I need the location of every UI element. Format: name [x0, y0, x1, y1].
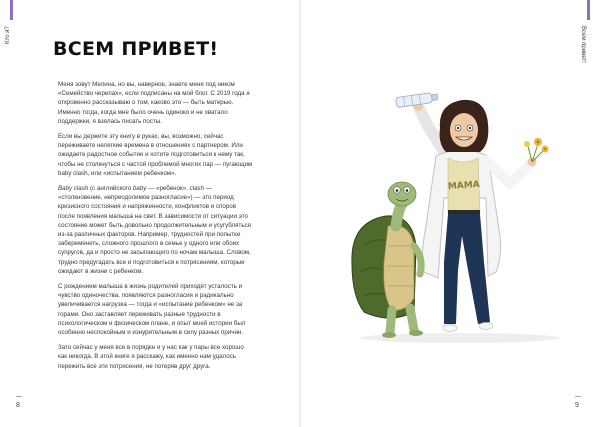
right-page-number-tick	[575, 396, 581, 397]
right-accent-bar	[587, 0, 590, 20]
mother-and-turtle-illustration	[340, 86, 570, 356]
turtle-head	[388, 182, 416, 206]
paragraph-3-part-c: — «столкновение, непреодолимое разногласие») — это период кризисного состояния и напряженности, конфликтов и споров после появления малыша на свет. В зависимости от ситуации это состояние может быть довольно продолжительным и усугубляться из-за различных факторов. Например, трудностей при попытке забеременеть, сложного прошлого в семье у одного или обоих супругов, да и просто не засыпающего по ночам малыша. Словом, трудно предугадать все и подготовиться к потрясениям, которые ожидают в жизни с ребенком.	[58, 185, 252, 275]
right-page-number: 9	[575, 402, 579, 409]
left-foot	[443, 325, 457, 332]
turtle-figure	[352, 182, 423, 338]
turtle-left-pupil	[396, 189, 399, 192]
term-baby: baby	[132, 185, 147, 193]
turtle-neck	[396, 204, 402, 226]
face	[450, 113, 478, 147]
turtle-belly	[384, 225, 414, 310]
turtle-right-foot	[409, 330, 423, 336]
paragraph-1: Меня зовут Мелина, но вы, наверное, знаете меня под ником «Семейство черепах», если подписаны на мой блог. С 2019 года я откровенно рассказываю о том, каково это — быть матерью. Именно тогда, когда мне было очень одиноко и не хватало поддержки, я взялась писать посты.	[58, 81, 250, 125]
term-clash: clash	[189, 185, 205, 193]
left-pupil	[457, 127, 459, 129]
woman-figure	[395, 92, 548, 332]
right-foot	[479, 323, 493, 330]
paragraph-3-part-b: — «ребенок»,	[146, 185, 190, 193]
turtle-right-pupil	[406, 189, 409, 192]
right-running-head: Всем привет!	[580, 26, 586, 63]
term-baby-clash: Baby clash	[58, 185, 89, 193]
paragraph-5: Зато сейчас у меня все в порядке и у нас как у пары все хорошо как никогда. В этой книге я расскажу, как именно нам удалось пережить все эти потрясения, не потеряв друг друга.	[58, 344, 244, 370]
turtle-left-leg	[390, 310, 392, 332]
page-title: ВСЕМ ПРИВЕТ!	[53, 38, 219, 60]
paragraph-4: С рождением малыша в жизнь родителей приходят усталость и чувство одиночества, появляются разногласия и радикально увеличивается нагрузка — тогда и «испытание ребенком» не за горами. Оно заставляет переживать разные трудности в психологическом и физическом плане, и опыт моей истории был особенно неспокойным и изнурительным в силу разных причин.	[58, 283, 246, 337]
right-pupil	[469, 127, 471, 129]
left-accent-bar	[10, 0, 13, 20]
jeans	[444, 214, 490, 324]
flowers-icon	[524, 138, 549, 162]
page-gutter	[299, 0, 301, 427]
left-running-head: Кто я?	[5, 26, 11, 44]
flower-arm-sleeve	[486, 160, 530, 184]
left-page-number: 8	[16, 402, 20, 409]
body-text	[58, 80, 254, 377]
paragraph-3	[58, 184, 254, 276]
paragraph-3-part-a: (с английского	[88, 185, 133, 193]
turtle-left-foot	[382, 332, 396, 338]
turtle-right-leg	[410, 308, 414, 330]
paragraph-2: Если вы держите эту книгу в руках, вы, возможно, сейчас переживаете нелегкие времена в отношениях с партнером. Или ожидаете радостное событие и хотите подготовиться к нему так, чтобы не столкнуться с частой проблемой многих пар — пугающим baby clash, или «испытанием ребенком».	[58, 133, 253, 177]
left-page-number-tick	[16, 396, 22, 397]
shirt-print: MAMA	[447, 179, 481, 193]
